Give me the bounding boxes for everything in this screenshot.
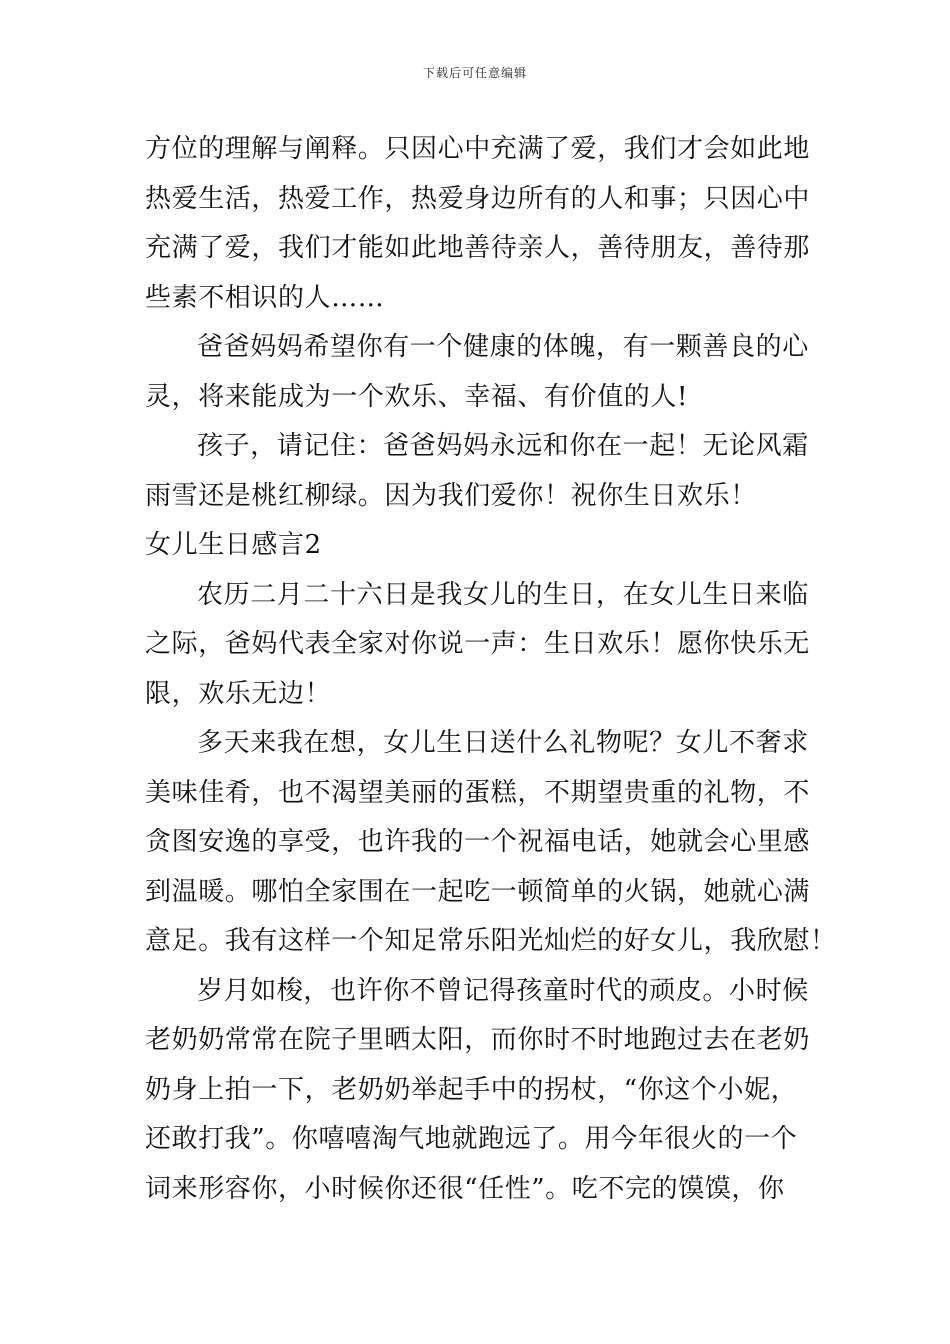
page-header: 下载后可任意编辑: [422, 66, 527, 80]
section-heading: 女儿生日感言2: [145, 530, 322, 560]
paragraph-line: 限，欢乐无边！: [145, 678, 332, 709]
paragraph-line: 老奶奶常常在院子里晒太阳，而你时不时地跑过去在老奶: [145, 1025, 811, 1055]
paragraph-line: 农历二月二十六日是我女儿的生日，在女儿生日来临: [197, 579, 809, 610]
paragraph-line: 到温暖。哪怕全家围在一起吃一顿简单的火锅，她就心满: [145, 876, 811, 907]
paragraph-line: 美味佳肴，也不渴望美丽的蛋糕，不期望贵重的礼物，不: [145, 777, 811, 808]
paragraph-line: 热爱生活，热爱工作，热爱身边所有的人和事；只因心中: [145, 183, 811, 214]
paragraph-line: 雨雪还是桃红柳绿。因为我们爱你！祝你生日欢乐！: [145, 480, 757, 511]
paragraph-line: 爸爸妈妈希望你有一个健康的体魄，有一颗善良的心: [197, 332, 809, 362]
paragraph-line: 充满了爱，我们才能如此地善待亲人，善待朋友，善待那: [145, 233, 811, 263]
paragraph-line: 之际，爸妈代表全家对你说一声：生日欢乐！愿你快乐无: [145, 629, 811, 659]
paragraph-line: 岁月如梭，也许你不曾记得孩童时代的顽皮。小时候: [197, 975, 809, 1006]
paragraph-line: 意足。我有这样一个知足常乐阳光灿烂的好女儿，我欣慰！: [145, 926, 837, 956]
paragraph-line: 贪图安逸的享受，也许我的一个祝福电话，她就会心里感: [145, 827, 811, 857]
paragraph-line: 还敢打我”。你嘻嘻淘气地就跑远了。用今年很火的一个: [145, 1124, 798, 1154]
paragraph-line: 奶身上拍一下，老奶奶举起手中的拐杖，“你这个小妮，: [145, 1074, 798, 1105]
paragraph-line: 词来形容你，小时候你还很“任性”。吃不完的馍馍，你: [145, 1173, 785, 1204]
document-body: [145, 125, 837, 1214]
paragraph-line: 灵，将来能成为一个欢乐、幸福、有价值的人!: [145, 381, 689, 412]
paragraph-line: 孩子，请记住：爸爸妈妈永远和你在一起！无论风霜: [197, 431, 809, 461]
paragraph-line: 些素不相识的人……: [145, 282, 385, 313]
paragraph-line: 方位的理解与阐释。只因心中充满了爱，我们才会如此地: [145, 134, 811, 164]
paragraph-line: 多天来我在想，女儿生日送什么礼物呢？女儿不奢求: [197, 728, 809, 758]
